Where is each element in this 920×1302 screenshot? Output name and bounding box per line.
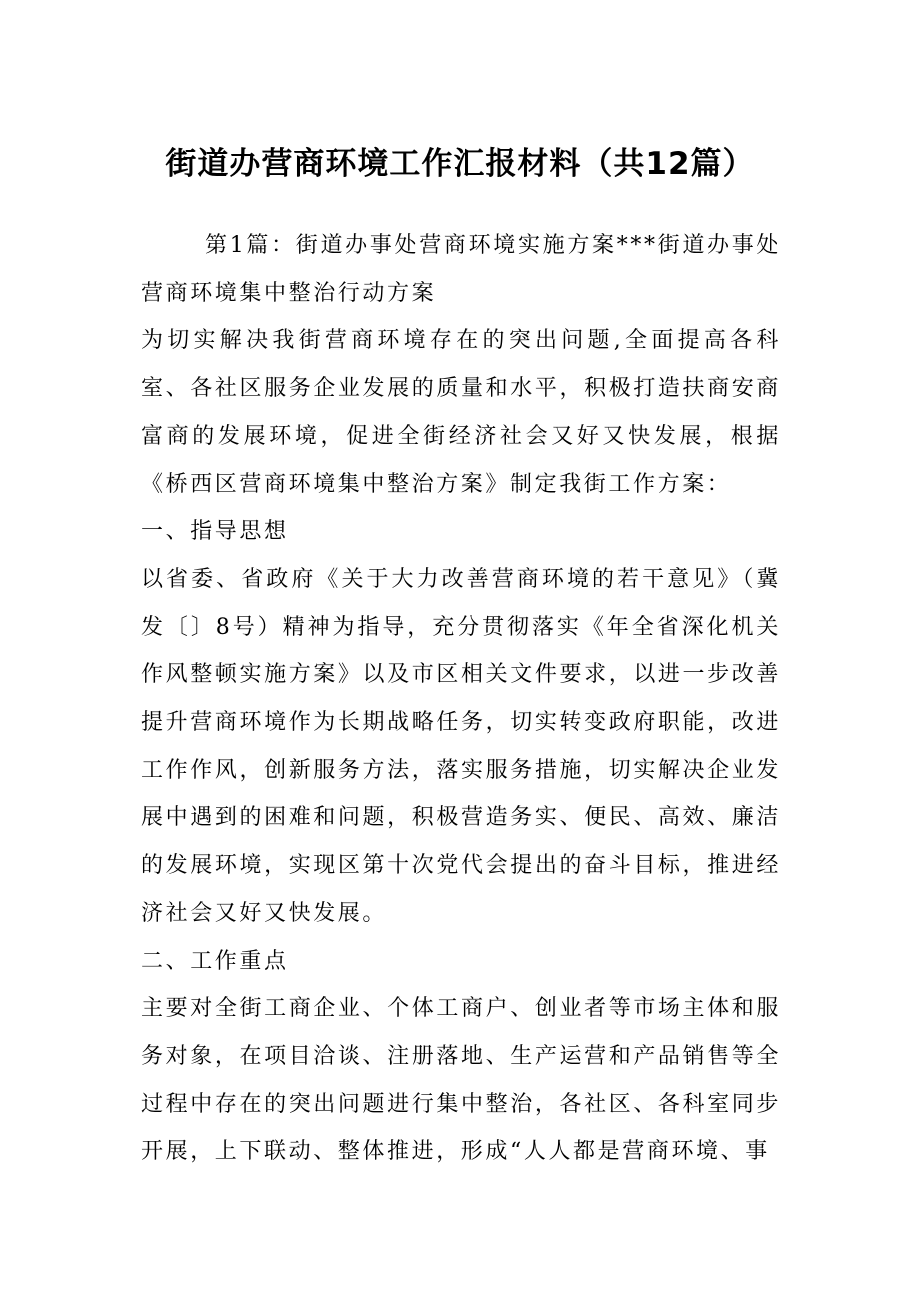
section-heading-chapter-1: 第1篇：街道办事处营商环境实施方案***街道办事处营商环境集中整治行动方案 bbox=[141, 233, 781, 306]
section-heading-work-focus: 二、工作重点 bbox=[141, 948, 289, 974]
guiding-ideology-paragraph: 以省委、省政府《关于大力改善营商环境的若干意见》（冀发〔〕8号）精神为指导，充分贯彻落实《年全省深化机关作风整顿实施方案》以及市区相关文件要求，以进一步改善提升营商环境作为长期战略任务，切实转变政府职能，改进工作作风，创新服务方法，落实服务措施，切实解决企业发展中遇到的困难和问题，积极营造务实、便民、高效、廉洁的发展环境，实现区第十次党代会提出的奋斗目标，推进经济社会又好又快发展。 bbox=[141, 566, 781, 926]
work-focus-paragraph: 主要对全街工商企业、个体工商户、创业者等市场主体和服务对象，在项目洽谈、注册落地、生产运营和产品销售等全过程中存在的突出问题进行集中整治，各社区、各科室同步开展，上下联动、整体推进，形成“人人都是营商环境、事 bbox=[141, 996, 781, 1165]
document-title: 街道办营商环境工作汇报材料（共12篇） bbox=[165, 146, 755, 182]
document-body bbox=[141, 222, 781, 1176]
section-heading-guiding-ideology: 一、指导思想 bbox=[141, 519, 289, 545]
intro-paragraph: 为切实解决我街营商环境存在的突出问题,全面提高各科室、各社区服务企业发展的质量和水平，积极打造扶商安商富商的发展环境，促进全街经济社会又好又快发展，根据《桥西区营商环境集中整治方案》制定我街工作方案： bbox=[141, 328, 781, 497]
